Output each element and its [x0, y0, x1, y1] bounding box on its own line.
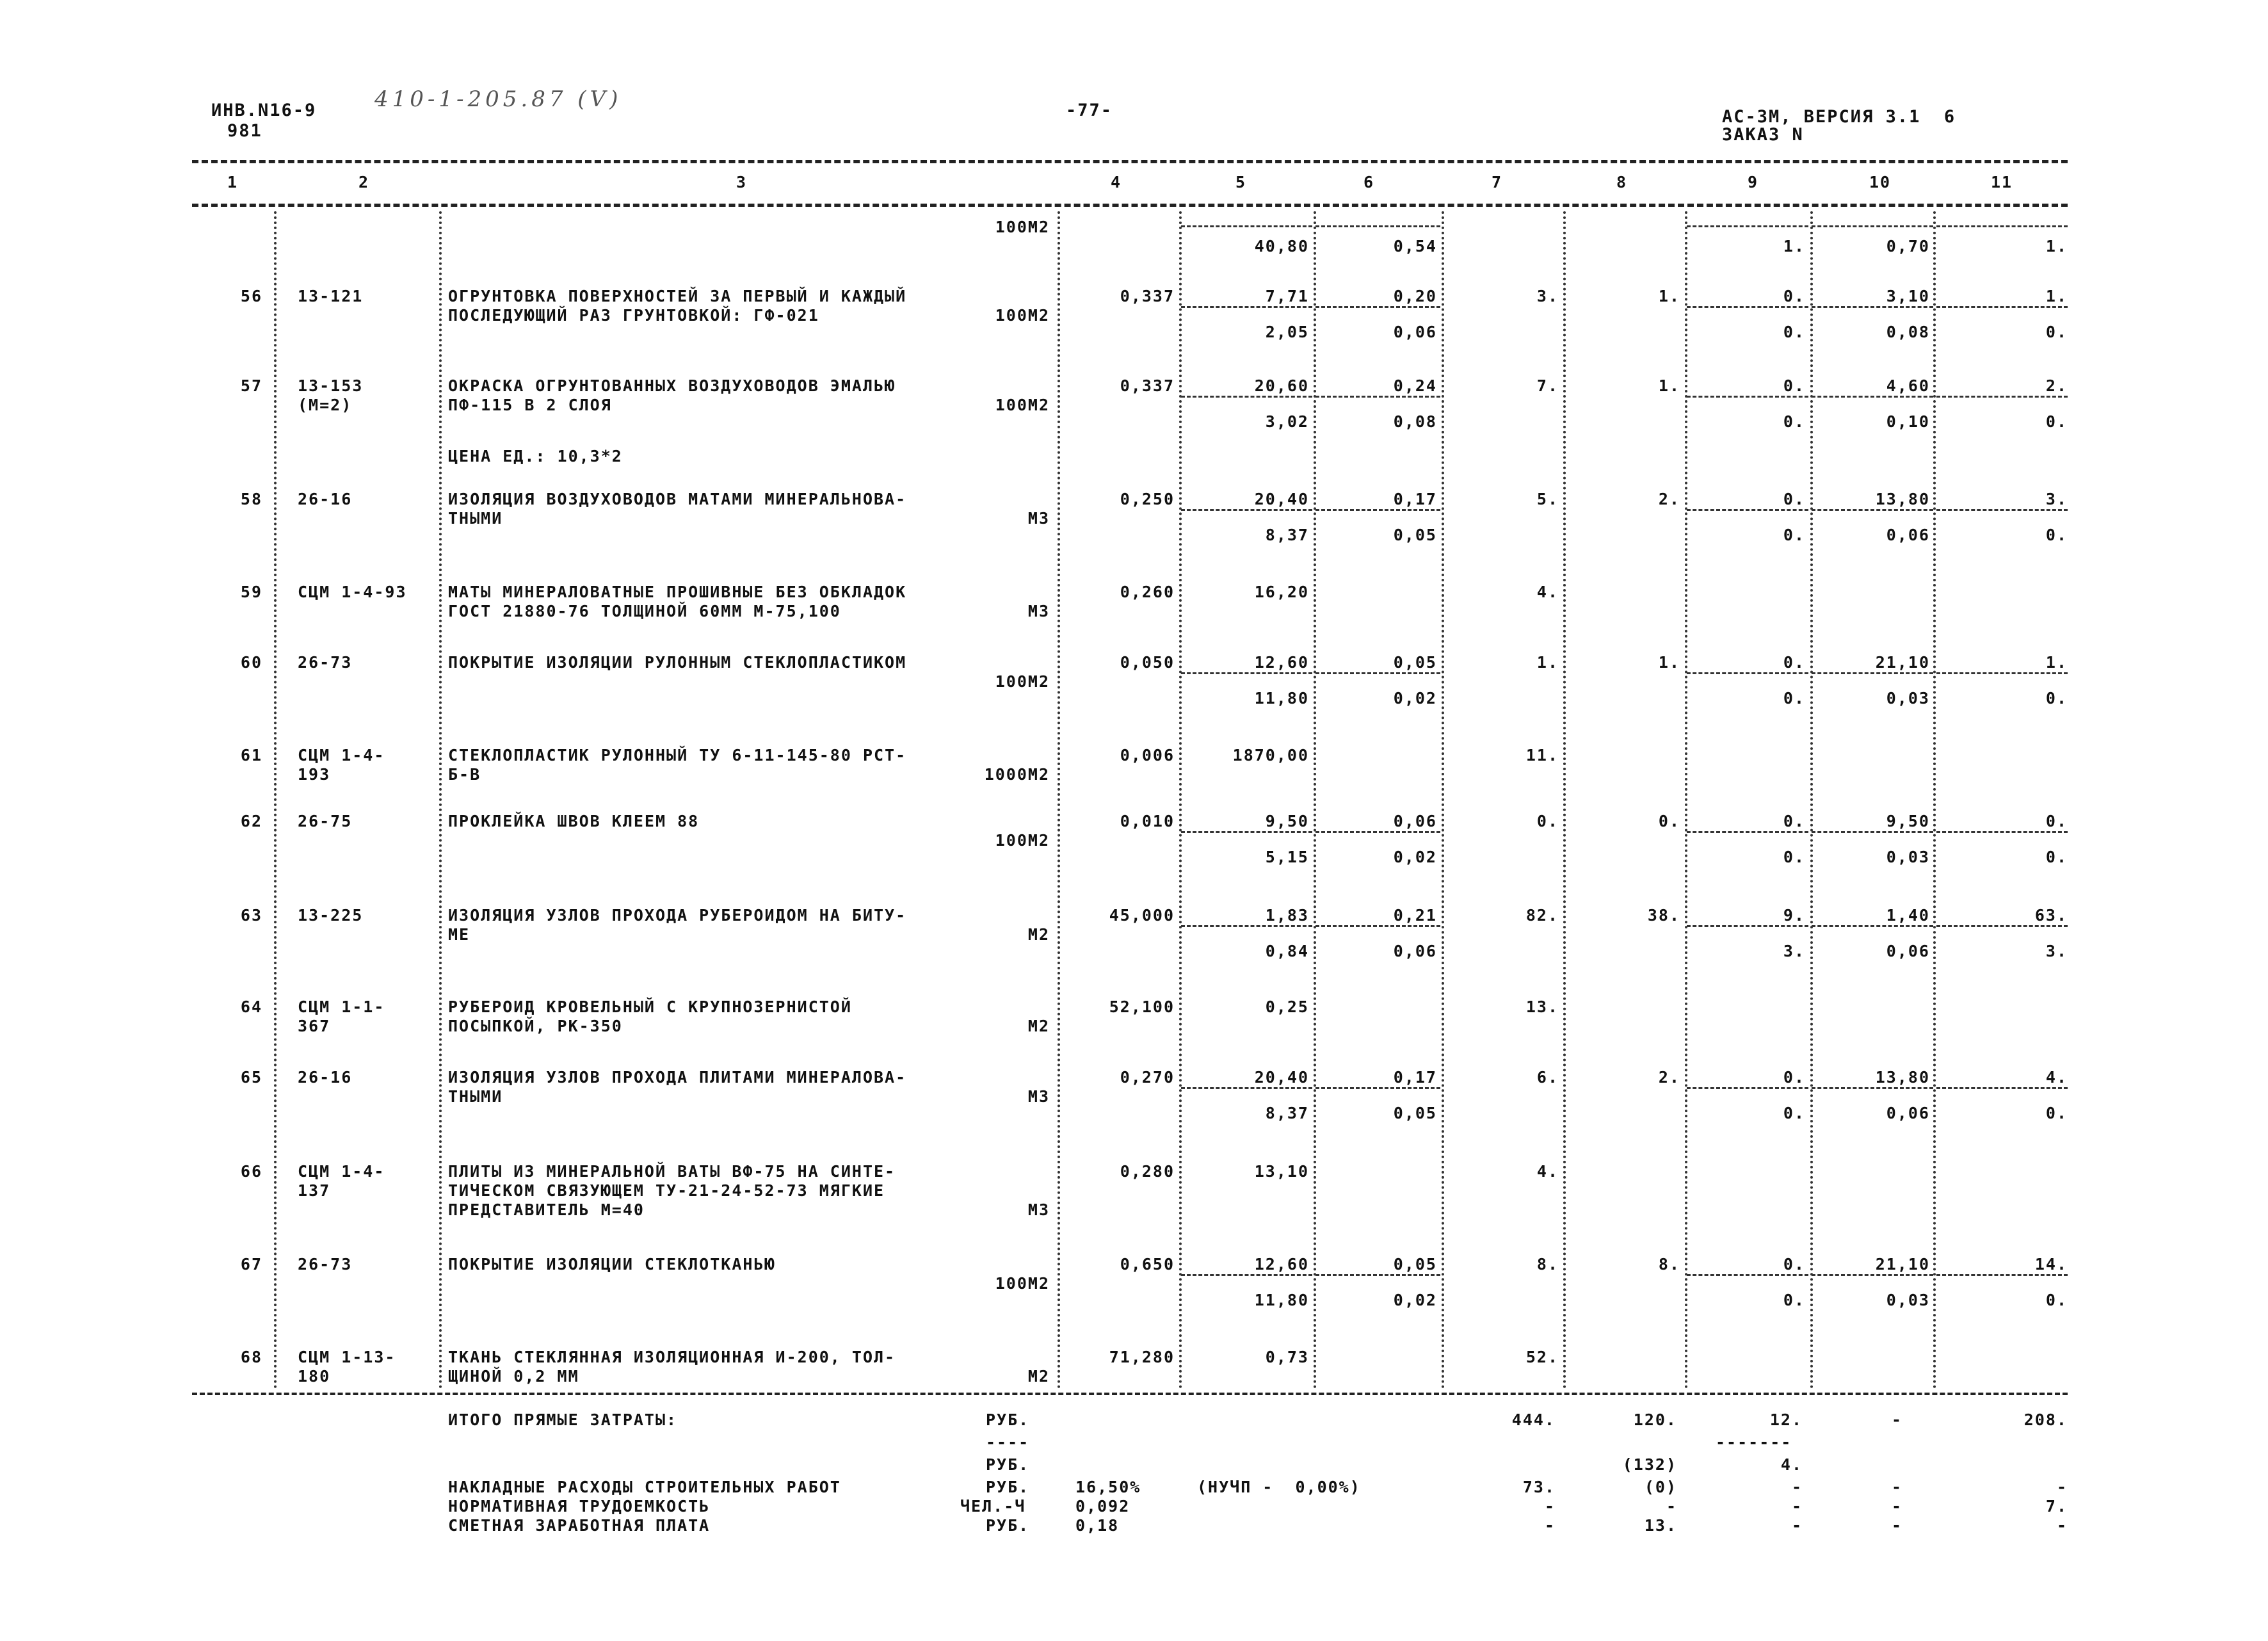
total-col9: 12. [1769, 1411, 1803, 1429]
item-c7: 52. [1525, 1348, 1559, 1366]
item-c7: 5. [1536, 490, 1559, 508]
item-qty: 0,250 [1120, 490, 1175, 508]
row-divider [1181, 1087, 1312, 1089]
total-col8-paren: (132) [1622, 1455, 1677, 1474]
item-price: 20,40 [1254, 1068, 1309, 1087]
item-c6: 0,21 [1393, 906, 1437, 925]
item-unit: М3 [1027, 602, 1050, 620]
item-code: 26-16 [298, 1068, 353, 1087]
overhead-percent: 16,50% [1075, 1478, 1141, 1496]
item-c8: 2. [1658, 490, 1680, 508]
item-c6-wage: 0,05 [1393, 1104, 1437, 1122]
item-number: 61 [240, 746, 262, 764]
item-note: ЦЕНА ЕД.: 10,3*2 [448, 447, 623, 465]
item-c6-wage: 0,54 [1393, 237, 1437, 255]
item-c6: 0,24 [1393, 376, 1437, 395]
item-qty: 0,337 [1120, 376, 1175, 395]
item-code: СЦМ 1-1- [298, 998, 385, 1016]
item-c9: 0. [1783, 1255, 1805, 1273]
item-code: 26-73 [298, 1255, 353, 1273]
row-divider [1812, 925, 1933, 927]
item-c10: 4,60 [1886, 376, 1930, 395]
item-unit: 100М2 [995, 396, 1050, 414]
row-divider [1181, 672, 1312, 674]
item-c11-wage: 3. [2045, 942, 2068, 960]
item-description: ТКАНЬ СТЕКЛЯННАЯ ИЗОЛЯЦИОННАЯ И-200, ТОЛ- [448, 1348, 896, 1366]
row-divider [1936, 396, 2068, 398]
item-price: 13,10 [1254, 1162, 1309, 1181]
row-divider [1181, 1274, 1312, 1276]
item-unit: М2 [1027, 925, 1050, 944]
item-price-wage: 11,80 [1254, 689, 1309, 707]
row-divider [1936, 509, 2068, 511]
item-price: 0,25 [1265, 998, 1309, 1016]
item-c6-wage: 0,06 [1393, 942, 1437, 960]
item-c11-wage: 0. [2045, 526, 2068, 544]
item-number: 59 [240, 583, 262, 601]
overhead-col11: - [2056, 1478, 2068, 1496]
col-header-6: 6 [1363, 173, 1375, 191]
page-number: -77- [1066, 101, 1113, 120]
overhead-col10: - [1891, 1478, 1902, 1496]
item-code-line2: 367 [298, 1017, 331, 1035]
item-qty: 0,006 [1120, 746, 1175, 764]
item-unit: М2 [1027, 1367, 1050, 1386]
item-c11-wage: 0. [2045, 689, 2068, 707]
row-divider [1812, 1274, 1933, 1276]
item-code: СЦМ 1-4-93 [298, 583, 407, 601]
item-c9-wage: 1. [1783, 237, 1805, 255]
total-unit-2: РУБ. [986, 1455, 1030, 1474]
labor-col7: - [1544, 1497, 1556, 1516]
row-divider [1687, 396, 1808, 398]
total-label: ИТОГО ПРЯМЫЕ ЗАТРАТЫ: [448, 1411, 678, 1429]
total-col9-dashes: ------- [1716, 1433, 1792, 1451]
item-description: РУБЕРОИД КРОВЕЛЬНЫЙ С КРУПНОЗЕРНИСТОЙ [448, 998, 852, 1016]
item-c11-wage: 0. [2045, 323, 2068, 341]
item-c6-wage: 0,02 [1393, 1291, 1437, 1309]
item-description: ПРОКЛЕЙКА ШВОВ КЛЕЕМ 88 [448, 812, 700, 830]
row-divider [1936, 672, 2068, 674]
item-unit: М3 [1027, 509, 1050, 528]
item-c9: 9. [1783, 906, 1805, 925]
item-c11-wage: 0. [2045, 1104, 2068, 1122]
item-qty: 71,280 [1109, 1348, 1175, 1366]
item-qty: 0,260 [1120, 583, 1175, 601]
overhead-unit: РУБ. [986, 1478, 1030, 1496]
item-c10: 9,50 [1886, 812, 1930, 830]
item-c10-wage: 0,03 [1886, 689, 1930, 707]
item-c7: 3. [1536, 287, 1559, 305]
separator-col1 [274, 211, 277, 1389]
item-description: Б-В [448, 765, 481, 784]
col-header-3: 3 [736, 173, 748, 191]
item-c10: 21,10 [1875, 1255, 1930, 1273]
row-divider [1687, 1274, 1808, 1276]
item-code: СЦМ 1-13- [298, 1348, 396, 1366]
total-col9-small: 4. [1780, 1455, 1803, 1474]
item-unit: М3 [1027, 1087, 1050, 1106]
item-c8: 1. [1658, 653, 1680, 672]
item-c6: 0,20 [1393, 287, 1437, 305]
row-divider [1687, 925, 1808, 927]
doc-code-2: 981 [227, 121, 262, 141]
item-c11: 1. [2045, 653, 2068, 672]
item-price: 12,60 [1254, 1255, 1309, 1273]
item-number: 62 [240, 812, 262, 830]
item-unit: 100М2 [995, 831, 1050, 850]
item-price-wage: 2,05 [1265, 323, 1309, 341]
separator-col10 [1933, 211, 1936, 1389]
total-col8: 120. [1633, 1411, 1677, 1429]
item-code: 26-73 [298, 653, 353, 672]
item-description: ИЗОЛЯЦИЯ ВОЗДУХОВОДОВ МАТАМИ МИНЕРАЛЬНОВА- [448, 490, 907, 508]
labor-col9: - [1791, 1497, 1803, 1516]
item-c7: 1. [1536, 653, 1559, 672]
item-c10: 21,10 [1875, 653, 1930, 672]
item-c8: 2. [1658, 1068, 1680, 1087]
item-c7: 13. [1525, 998, 1559, 1016]
row-divider [1181, 509, 1312, 511]
item-unit: 100М2 [995, 1274, 1050, 1293]
item-number: 65 [240, 1068, 262, 1087]
item-description: СТЕКЛОПЛАСТИК РУЛОННЫЙ ТУ 6-11-145-80 РСТ- [448, 746, 907, 764]
item-c11: 63. [2034, 906, 2068, 925]
item-c6-wage: 0,06 [1393, 323, 1437, 341]
item-code: 13-121 [298, 287, 364, 305]
item-description: ИЗОЛЯЦИЯ УЗЛОВ ПРОХОДА ПЛИТАМИ МИНЕРАЛОВА- [448, 1068, 907, 1087]
item-qty: 0,270 [1120, 1068, 1175, 1087]
item-code-line2: (М=2) [298, 396, 353, 414]
item-number: 68 [240, 1348, 262, 1366]
doc-code: ИНВ.N16-9 [211, 101, 317, 120]
item-c7: 82. [1525, 906, 1559, 925]
row-divider [1315, 225, 1440, 227]
item-c8: 1. [1658, 287, 1680, 305]
item-description: ТНЫМИ [448, 1087, 503, 1106]
item-number: 67 [240, 1255, 262, 1273]
row-divider [1315, 509, 1440, 511]
row-divider [1812, 306, 1933, 308]
item-c10-wage: 0,10 [1886, 412, 1930, 431]
wage-col11: - [2056, 1516, 2068, 1535]
item-c11: 1. [2045, 237, 2068, 255]
item-price-wage: 3,02 [1265, 412, 1309, 431]
item-c6: 0,17 [1393, 490, 1437, 508]
row-divider [1812, 509, 1933, 511]
item-code-line2: 137 [298, 1181, 331, 1200]
item-price: 9,50 [1265, 812, 1309, 830]
row-divider [1936, 831, 2068, 833]
item-c9: 0. [1783, 1068, 1805, 1087]
item-description: ОГРУНТОВКА ПОВЕРХНОСТЕЙ ЗА ПЕРВЫЙ И КАЖДЫЙ [448, 287, 907, 305]
col-header-4: 4 [1111, 173, 1122, 191]
col-header-7: 7 [1492, 173, 1503, 191]
item-c9-wage: 0. [1783, 526, 1805, 544]
item-c8: 38. [1647, 906, 1680, 925]
row-divider [1812, 672, 1933, 674]
item-price: 16,20 [1254, 583, 1309, 601]
item-c11-wage: 0. [2045, 412, 2068, 431]
item-code: 13-225 [298, 906, 364, 925]
col-header-2: 2 [358, 173, 370, 191]
item-qty: 52,100 [1109, 998, 1175, 1016]
row-divider [1936, 306, 2068, 308]
item-unit: 100М2 [995, 672, 1050, 691]
total-unit-dashes: ---- [986, 1433, 1030, 1451]
item-code-line2: 180 [298, 1367, 331, 1386]
order-number: ЗАКАЗ N [1722, 125, 1804, 145]
item-c10: 13,80 [1875, 490, 1930, 508]
item-price-wage: 8,37 [1265, 1104, 1309, 1122]
item-description: ПОСЫПКОЙ, РК-350 [448, 1017, 623, 1035]
row-divider [1936, 1274, 2068, 1276]
item-c6: 0,06 [1393, 812, 1437, 830]
item-number: 63 [240, 906, 262, 925]
labor-label: НОРМАТИВНАЯ ТРУДОЕМКОСТЬ [448, 1497, 711, 1516]
item-price: 1870,00 [1232, 746, 1309, 764]
item-unit: 100М2 [995, 218, 1050, 236]
item-c10-wage: 0,03 [1886, 848, 1930, 866]
item-c10-wage: 0,06 [1886, 942, 1930, 960]
row-divider [1812, 396, 1933, 398]
item-number: 57 [240, 376, 262, 395]
total-col11: 208. [2023, 1411, 2068, 1429]
item-qty: 0,010 [1120, 812, 1175, 830]
item-price-wage: 0,84 [1265, 942, 1309, 960]
item-c9: 0. [1783, 812, 1805, 830]
col-header-11: 11 [1991, 173, 2013, 191]
item-c7: 7. [1536, 376, 1559, 395]
row-divider [1315, 925, 1440, 927]
item-c10: 3,10 [1886, 287, 1930, 305]
wage-col7: - [1544, 1516, 1556, 1535]
item-c6: 0,05 [1393, 1255, 1437, 1273]
wage-col10: - [1891, 1516, 1902, 1535]
item-description: ПОКРЫТИЕ ИЗОЛЯЦИИ РУЛОННЫМ СТЕКЛОПЛАСТИКОМ [448, 653, 907, 672]
row-divider [1812, 225, 1933, 227]
item-c8: 0. [1658, 812, 1680, 830]
item-description: ГОСТ 21880-76 ТОЛЩИНОЙ 60ММ М-75,100 [448, 602, 841, 620]
item-c10-wage: 0,06 [1886, 526, 1930, 544]
row-divider [1936, 925, 2068, 927]
row-divider [1181, 925, 1312, 927]
item-number: 60 [240, 653, 262, 672]
item-c9-wage: 0. [1783, 1291, 1805, 1309]
item-price-wage: 40,80 [1254, 237, 1309, 255]
row-divider [1687, 672, 1808, 674]
item-c9: 0. [1783, 653, 1805, 672]
item-c6-wage: 0,08 [1393, 412, 1437, 431]
row-divider [1181, 306, 1312, 308]
item-c6-wage: 0,02 [1393, 689, 1437, 707]
item-c8: 8. [1658, 1255, 1680, 1273]
col-header-5: 5 [1235, 173, 1247, 191]
item-c6-wage: 0,02 [1393, 848, 1437, 866]
overhead-col7: 73. [1522, 1478, 1556, 1496]
item-c9: 0. [1783, 490, 1805, 508]
col-header-9: 9 [1748, 173, 1759, 191]
item-c10: 1,40 [1886, 906, 1930, 925]
item-c6: 0,17 [1393, 1068, 1437, 1087]
labor-col8: - [1666, 1497, 1677, 1516]
total-col7: 444. [1511, 1411, 1556, 1429]
labor-unit: ЧЕЛ.-Ч [960, 1497, 1026, 1516]
item-c11: 14. [2034, 1255, 2068, 1273]
item-c9-wage: 0. [1783, 689, 1805, 707]
row-divider [1315, 1087, 1440, 1089]
item-qty: 0,050 [1120, 653, 1175, 672]
item-code: 13-153 [298, 376, 364, 395]
item-unit: М2 [1027, 1017, 1050, 1035]
wage-value: 0,18 [1075, 1516, 1120, 1535]
item-number: 66 [240, 1162, 262, 1181]
item-c6-wage: 0,05 [1393, 526, 1437, 544]
item-price: 12,60 [1254, 653, 1309, 672]
item-description: ИЗОЛЯЦИЯ УЗЛОВ ПРОХОДА РУБЕРОИДОМ НА БИТУ- [448, 906, 907, 925]
labor-value: 0,092 [1075, 1497, 1130, 1516]
row-divider [1315, 306, 1440, 308]
item-description: ПОСЛЕДУЮЩИЙ РАЗ ГРУНТОВКОЙ: ГФ-021 [448, 306, 819, 325]
wage-unit: РУБ. [986, 1516, 1030, 1535]
item-c7: 4. [1536, 583, 1559, 601]
item-qty: 0,280 [1120, 1162, 1175, 1181]
item-c10-wage: 0,70 [1886, 237, 1930, 255]
item-number: 56 [240, 287, 262, 305]
row-divider [1687, 225, 1808, 227]
row-divider [1687, 1087, 1808, 1089]
item-description: МАТЫ МИНЕРАЛОВАТНЫЕ ПРОШИВНЫЕ БЕЗ ОБКЛАДОК [448, 583, 907, 601]
row-divider [1812, 831, 1933, 833]
item-c9-wage: 3. [1783, 942, 1805, 960]
item-unit: 1000М2 [984, 765, 1050, 784]
row-divider [1687, 509, 1808, 511]
item-c11: 2. [2045, 376, 2068, 395]
item-code-line2: 193 [298, 765, 331, 784]
row-divider [1936, 1087, 2068, 1089]
totals-rule [192, 1393, 2068, 1395]
row-divider [1315, 672, 1440, 674]
item-description: ПФ-115 В 2 СЛОЯ [448, 396, 612, 414]
overhead-note: (НУЧП - 0,00%) [1197, 1478, 1361, 1496]
item-description: ПРЕДСТАВИТЕЛЬ М=40 [448, 1200, 645, 1219]
item-code: СЦМ 1-4- [298, 1162, 385, 1181]
item-price: 0,73 [1265, 1348, 1309, 1366]
item-c10-wage: 0,06 [1886, 1104, 1930, 1122]
overhead-label: НАКЛАДНЫЕ РАСХОДЫ СТРОИТЕЛЬНЫХ РАБОТ [448, 1478, 841, 1496]
software-version: АС-ЗМ, ВЕРСИЯ 3.1 6 [1722, 107, 1956, 127]
item-qty: 0,650 [1120, 1255, 1175, 1273]
item-price: 1,83 [1265, 906, 1309, 925]
item-c6: 0,05 [1393, 653, 1437, 672]
row-divider [1181, 225, 1312, 227]
header-rule [192, 204, 2068, 207]
wage-col8: 13. [1644, 1516, 1677, 1535]
item-code: 26-16 [298, 490, 353, 508]
wage-col9: - [1791, 1516, 1803, 1535]
item-c9-wage: 0. [1783, 323, 1805, 341]
labor-col10: - [1891, 1497, 1902, 1516]
item-c9: 0. [1783, 287, 1805, 305]
item-c7: 8. [1536, 1255, 1559, 1273]
item-price-wage: 8,37 [1265, 526, 1309, 544]
item-description: ЩИНОЙ 0,2 ММ [448, 1367, 579, 1386]
row-divider [1687, 306, 1808, 308]
col-header-8: 8 [1616, 173, 1628, 191]
item-description: МЕ [448, 925, 470, 944]
row-divider [1181, 831, 1312, 833]
row-divider [1687, 831, 1808, 833]
row-divider [1315, 396, 1440, 398]
item-c7: 0. [1536, 812, 1559, 830]
col-header-1: 1 [227, 173, 239, 191]
item-c9-wage: 0. [1783, 412, 1805, 431]
item-c10-wage: 0,03 [1886, 1291, 1930, 1309]
item-c11: 0. [2045, 812, 2068, 830]
row-divider [1181, 396, 1312, 398]
item-description: ОКРАСКА ОГРУНТОВАННЫХ ВОЗДУХОВОДОВ ЭМАЛЬЮ [448, 376, 896, 395]
item-c7: 4. [1536, 1162, 1559, 1181]
item-description: ПЛИТЫ ИЗ МИНЕРАЛЬНОЙ ВАТЫ ВФ-75 НА СИНТЕ- [448, 1162, 896, 1181]
item-qty: 0,337 [1120, 287, 1175, 305]
total-unit: РУБ. [986, 1411, 1030, 1429]
item-price: 20,60 [1254, 376, 1309, 395]
wage-label: СМЕТНАЯ ЗАРАБОТНАЯ ПЛАТА [448, 1516, 711, 1535]
item-c9: 0. [1783, 376, 1805, 395]
separator-col2 [439, 211, 442, 1389]
item-unit: 100М2 [995, 306, 1050, 325]
item-price-wage: 11,80 [1254, 1291, 1309, 1309]
item-number: 58 [240, 490, 262, 508]
item-c11: 4. [2045, 1068, 2068, 1087]
item-c7: 6. [1536, 1068, 1559, 1087]
item-description: ТИЧЕСКОМ СВЯЗУЮЩЕМ ТУ-21-24-52-73 МЯГКИЕ [448, 1181, 885, 1200]
item-qty: 45,000 [1109, 906, 1175, 925]
item-c8: 1. [1658, 376, 1680, 395]
item-c10-wage: 0,08 [1886, 323, 1930, 341]
total-col10: - [1891, 1411, 1902, 1429]
item-price: 7,71 [1265, 287, 1309, 305]
item-description: ТНЫМИ [448, 509, 503, 528]
item-number: 64 [240, 998, 262, 1016]
row-divider [1812, 1087, 1933, 1089]
top-rule [192, 160, 2068, 163]
col-header-10: 10 [1869, 173, 1892, 191]
item-c9-wage: 0. [1783, 848, 1805, 866]
row-divider [1936, 225, 2068, 227]
item-c11-wage: 0. [2045, 848, 2068, 866]
item-code: СЦМ 1-4- [298, 746, 385, 764]
handwritten-number: 410-1-205.87 (V) [374, 86, 622, 112]
item-c10: 13,80 [1875, 1068, 1930, 1087]
labor-col11: 7. [2045, 1497, 2068, 1516]
overhead-col8: (0) [1644, 1478, 1677, 1496]
row-divider [1315, 831, 1440, 833]
item-description: ПОКРЫТИЕ ИЗОЛЯЦИИ СТЕКЛОТКАНЬЮ [448, 1255, 776, 1273]
item-c11: 3. [2045, 490, 2068, 508]
item-code: 26-75 [298, 812, 353, 830]
item-price: 20,40 [1254, 490, 1309, 508]
item-c7: 11. [1525, 746, 1559, 764]
overhead-col9: - [1791, 1478, 1803, 1496]
item-price-wage: 5,15 [1265, 848, 1309, 866]
item-c11: 1. [2045, 287, 2068, 305]
item-c9-wage: 0. [1783, 1104, 1805, 1122]
item-unit: М3 [1027, 1200, 1050, 1219]
item-c11-wage: 0. [2045, 1291, 2068, 1309]
row-divider [1315, 1274, 1440, 1276]
